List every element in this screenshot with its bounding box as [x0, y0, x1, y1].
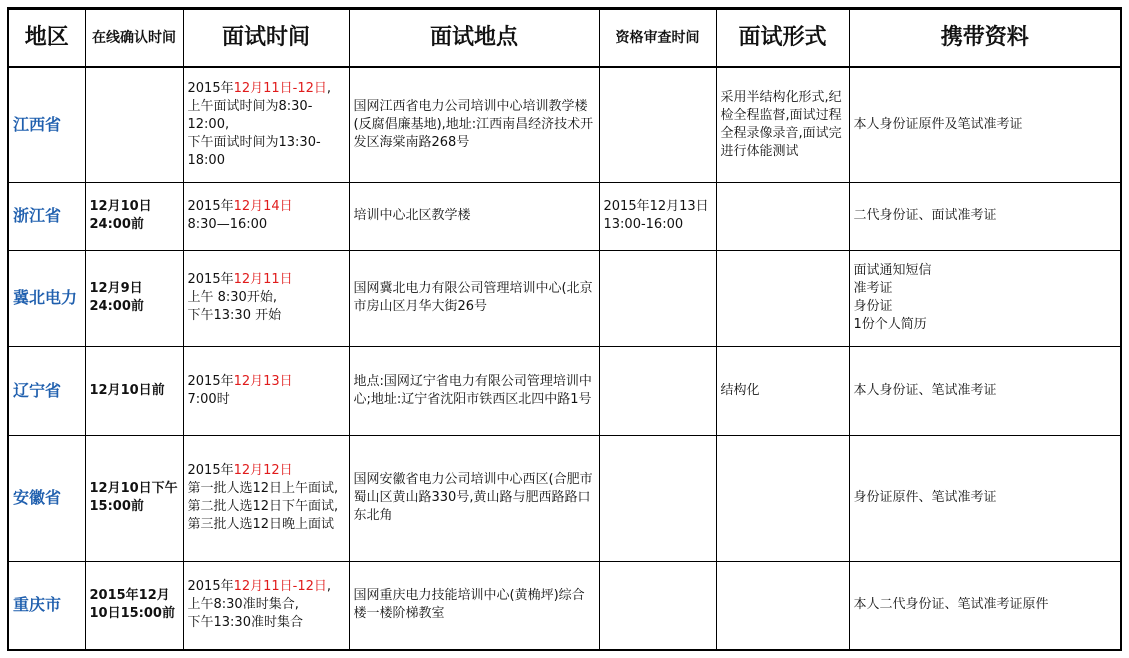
region-cell [8, 346, 85, 435]
interview-form-cell [716, 435, 849, 561]
qualification-review-cell [599, 435, 716, 561]
table-row [8, 250, 1121, 346]
materials-cell [849, 346, 1121, 435]
header-row [8, 9, 1121, 68]
region-name: 安徽省 [13, 488, 62, 507]
interview-form-cell [716, 182, 849, 250]
interview-place-text: 国网江西省电力公司培训中心培训教学楼(反腐倡廉基地),地址:江西南昌经济技术开发区海棠南路268号 [353, 98, 594, 150]
interview-date-line [188, 578, 345, 596]
materials-cell [849, 561, 1121, 650]
interview-date-line [188, 271, 345, 289]
table-row [8, 561, 1121, 650]
header-materials: 携带资料 [849, 9, 1121, 68]
interview-form-text: 采用半结构化形式,纪检全程监督,面试过程全程录像录音,面试完进行体能测试 [720, 89, 842, 159]
interview-place-text: 国网冀北电力有限公司管理培训中心(北京市房山区月华大街26号 [353, 281, 593, 314]
region-cell [8, 435, 85, 561]
region-name: 重庆市 [13, 595, 62, 615]
interview-date-suffix: , [326, 80, 332, 96]
materials-line: 身份证 [853, 299, 893, 314]
region-cell [8, 67, 85, 182]
interview-date-line [188, 198, 345, 216]
online-confirm-cell [85, 561, 183, 650]
interview-place-cell [349, 346, 599, 435]
interview-date: 12月11日-12日 [233, 80, 327, 96]
interview-place-text: 国网安徽省电力公司培训中心西区(合肥市蜀山区黄山路330号,黄山路与肥西路路口东北角 [353, 472, 593, 523]
interview-year: 2015年 [187, 579, 234, 595]
materials-line: 面试通知短信 [853, 263, 932, 278]
interview-date-line [188, 80, 345, 98]
interview-date: 12月11日 [233, 272, 293, 287]
online-confirm-cell [85, 182, 183, 250]
interview-time-line: 上午面试时间为8:30-12:00, [187, 98, 313, 132]
region-cell [8, 182, 85, 250]
qualification-review-text: 2015年12月13日13:00-16:00 [603, 199, 709, 232]
interview-year: 2015年 [187, 272, 234, 287]
interview-form-cell [716, 346, 849, 435]
online-confirm-text: 12月10日下午15:00前 [89, 481, 178, 514]
interview-place-cell [349, 561, 599, 650]
qualification-review-cell [599, 182, 716, 250]
interview-year: 2015年 [187, 80, 234, 96]
header-qualification-review: 资格审查时间 [599, 9, 716, 68]
header-interview-place: 面试地点 [349, 9, 599, 68]
interview-time-cell [183, 250, 349, 346]
interview-place-cell [349, 182, 599, 250]
interview-place-cell [349, 67, 599, 182]
interview-form-cell [716, 561, 849, 650]
interview-time-line: 下午面试时间为13:30-18:00 [187, 134, 321, 168]
qualification-review-cell [599, 67, 716, 182]
qualification-review-cell [599, 250, 716, 346]
table-row [8, 182, 1121, 250]
interview-date: 12月11日-12日 [233, 579, 327, 595]
interview-date: 12月12日 [233, 463, 293, 478]
header-interview-form: 面试形式 [716, 9, 849, 68]
interview-place-text: 培训中心北区教学楼 [353, 208, 471, 223]
interview-time-line: 下午13:30 开始 [187, 308, 282, 323]
header-interview-time: 面试时间 [183, 9, 349, 68]
qualification-review-cell [599, 346, 716, 435]
online-confirm-text: 12月10日24:00前 [89, 199, 152, 232]
online-confirm-text: 12月10日前 [89, 382, 165, 398]
interview-time-line: 上午 8:30开始, [187, 290, 277, 305]
materials-line: 本人身份证、笔试准考证 [853, 382, 997, 398]
header-online-confirm: 在线确认时间 [85, 9, 183, 68]
table-row [8, 435, 1121, 561]
interview-place-text: 地点:国网辽宁省电力有限公司管理培训中心;地址:辽宁省沈阳市铁西区北四中路1号 [353, 373, 592, 407]
region-cell [8, 250, 85, 346]
materials-line: 身份证原件、笔试准考证 [853, 490, 997, 505]
materials-cell [849, 250, 1121, 346]
materials-cell [849, 182, 1121, 250]
materials-line: 准考证 [853, 281, 893, 296]
interview-date: 12月14日 [233, 199, 293, 214]
interview-year: 2015年 [187, 373, 234, 389]
online-confirm-cell [85, 346, 183, 435]
interview-time-line: 8:30—16:00 [187, 217, 268, 232]
header-region: 地区 [8, 9, 85, 68]
online-confirm-text: 12月9日24:00前 [89, 281, 144, 314]
interview-schedule-table [7, 7, 1122, 651]
online-confirm-cell [85, 67, 183, 182]
interview-year: 2015年 [187, 463, 234, 478]
table-row [8, 67, 1121, 182]
online-confirm-text: 2015年12月10日15:00前 [89, 588, 175, 622]
interview-time-line: 下午13:30准时集合 [187, 615, 303, 631]
interview-place-cell [349, 435, 599, 561]
materials-cell [849, 67, 1121, 182]
interview-time-line: 上午8:30准时集合, [187, 597, 299, 613]
interview-year: 2015年 [187, 199, 234, 214]
interview-time-cell [183, 67, 349, 182]
qualification-review-cell [599, 561, 716, 650]
interview-place-cell [349, 250, 599, 346]
materials-line: 本人二代身份证、笔试准考证原件 [853, 597, 1049, 613]
interview-date-line [188, 462, 345, 480]
interview-form-cell [716, 67, 849, 182]
interview-time-line: 第三批人选12日晚上面试 [187, 517, 335, 532]
interview-time-line: 第二批人选12日下午面试, [187, 499, 339, 514]
interview-time-cell [183, 182, 349, 250]
interview-date: 12月13日 [233, 373, 293, 389]
interview-date-suffix: , [326, 579, 332, 595]
interview-time-cell [183, 561, 349, 650]
interview-time-cell [183, 346, 349, 435]
materials-line: 1份个人简历 [853, 317, 927, 332]
materials-line: 二代身份证、面试准考证 [853, 208, 997, 223]
region-name: 浙江省 [13, 206, 62, 225]
region-name: 辽宁省 [13, 380, 62, 400]
region-cell [8, 561, 85, 650]
materials-line: 本人身份证原件及笔试准考证 [853, 116, 1023, 132]
interview-time-line: 7:00时 [187, 391, 230, 407]
interview-date-line [188, 373, 345, 391]
interview-time-line: 第一批人选12日上午面试, [187, 481, 339, 496]
interview-time-cell [183, 435, 349, 561]
interview-form-text: 结构化 [720, 382, 760, 398]
interview-place-text: 国网重庆电力技能培训中心(黄桷坪)综合楼一楼阶梯教室 [353, 588, 585, 622]
region-name: 冀北电力 [13, 288, 78, 307]
online-confirm-cell [85, 250, 183, 346]
table-row [8, 346, 1121, 435]
interview-form-cell [716, 250, 849, 346]
region-name: 江西省 [13, 114, 62, 134]
materials-cell [849, 435, 1121, 561]
online-confirm-cell [85, 435, 183, 561]
